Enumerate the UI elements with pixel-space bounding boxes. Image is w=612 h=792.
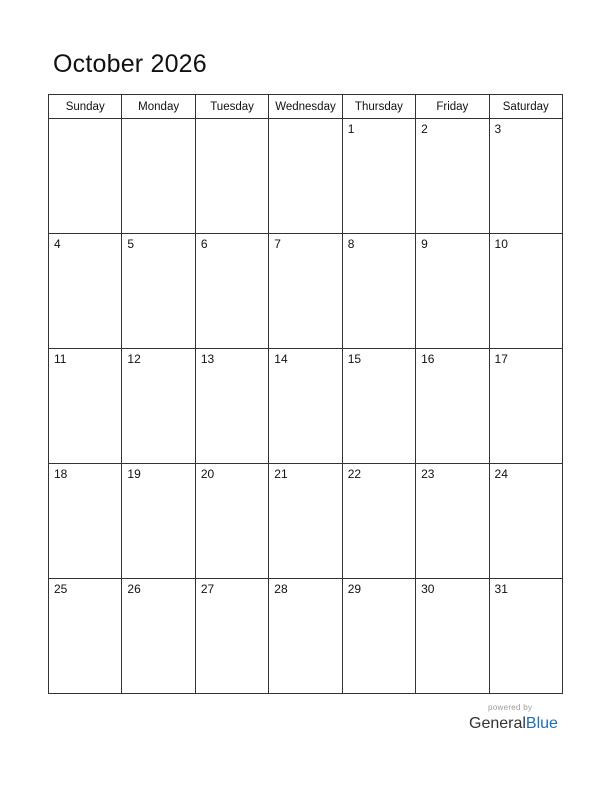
day-number: 16 xyxy=(421,352,435,366)
week-row xyxy=(49,349,563,464)
day-cell xyxy=(342,234,415,349)
day-cell xyxy=(122,349,195,464)
day-number: 15 xyxy=(347,352,362,366)
day-cell xyxy=(195,349,268,464)
day-cell xyxy=(269,579,342,694)
weekday-header: Thursday xyxy=(342,95,415,119)
powered-by-label: powered by xyxy=(488,703,533,712)
day-cell xyxy=(122,464,195,579)
day-number xyxy=(196,119,268,122)
day-number: 22 xyxy=(347,467,362,481)
day-cell xyxy=(269,119,342,234)
day-cell xyxy=(195,579,268,694)
calendar-grid xyxy=(48,94,563,694)
day-number: 13 xyxy=(200,352,215,366)
day-number: 24 xyxy=(494,467,508,481)
day-number: 19 xyxy=(127,467,141,481)
day-number: 12 xyxy=(127,352,141,366)
day-number: 30 xyxy=(421,582,435,596)
day-number: 11 xyxy=(54,352,67,366)
weekday-header: Monday xyxy=(122,95,195,119)
day-cell xyxy=(342,119,415,234)
day-number: 6 xyxy=(200,237,208,251)
day-cell xyxy=(122,119,195,234)
day-number: 10 xyxy=(494,237,508,251)
week-row xyxy=(49,464,563,579)
day-number: 23 xyxy=(421,467,435,481)
day-cell xyxy=(195,234,268,349)
day-number: 21 xyxy=(274,467,288,481)
weekday-header: Wednesday xyxy=(269,95,342,119)
day-number: 18 xyxy=(54,467,68,481)
day-number: 7 xyxy=(274,237,281,251)
day-number: 5 xyxy=(127,237,135,251)
day-cell xyxy=(416,234,489,349)
week-row xyxy=(49,119,563,234)
weekday-header: Saturday xyxy=(489,95,562,119)
calendar-title: October 2026 xyxy=(53,50,207,78)
day-number: 8 xyxy=(347,237,355,251)
brand-name-blue: Blue xyxy=(525,715,558,732)
day-cell xyxy=(269,234,342,349)
weekday-header: Sunday xyxy=(49,95,122,119)
day-cell xyxy=(49,579,122,694)
week-row xyxy=(49,234,563,349)
day-cell xyxy=(342,464,415,579)
day-number: 3 xyxy=(494,122,502,136)
day-number: 26 xyxy=(127,582,141,596)
day-cell xyxy=(269,464,342,579)
week-row xyxy=(49,579,563,694)
day-number xyxy=(49,119,121,122)
day-cell xyxy=(195,119,268,234)
brand-name-general: General xyxy=(469,715,526,732)
day-cell xyxy=(489,349,562,464)
day-number: 28 xyxy=(274,582,288,596)
day-number: 2 xyxy=(421,122,428,136)
day-cell xyxy=(342,579,415,694)
weekday-header-row xyxy=(49,95,563,119)
day-number: 27 xyxy=(200,582,215,596)
day-cell xyxy=(122,579,195,694)
day-number: 25 xyxy=(54,582,68,596)
day-cell xyxy=(416,464,489,579)
day-cell xyxy=(195,464,268,579)
brand-logo xyxy=(469,715,558,733)
weekday-header: Tuesday xyxy=(195,95,268,119)
day-cell xyxy=(122,234,195,349)
day-cell xyxy=(416,119,489,234)
day-number: 4 xyxy=(54,237,61,251)
day-number xyxy=(122,119,194,122)
day-cell xyxy=(342,349,415,464)
day-cell xyxy=(416,349,489,464)
day-cell xyxy=(489,234,562,349)
day-number: 1 xyxy=(347,122,355,136)
day-cell xyxy=(269,349,342,464)
day-number: 29 xyxy=(347,582,362,596)
day-number: 17 xyxy=(494,352,508,366)
day-number: 14 xyxy=(274,352,288,366)
day-number: 31 xyxy=(494,582,508,596)
day-cell xyxy=(489,119,562,234)
day-cell xyxy=(416,579,489,694)
day-cell xyxy=(489,464,562,579)
weekday-header: Friday xyxy=(416,95,489,119)
day-cell xyxy=(489,579,562,694)
day-number xyxy=(269,119,341,122)
day-cell xyxy=(49,119,122,234)
day-number: 20 xyxy=(200,467,215,481)
day-number: 9 xyxy=(421,237,428,251)
day-cell xyxy=(49,349,122,464)
day-cell xyxy=(49,234,122,349)
day-cell xyxy=(49,464,122,579)
